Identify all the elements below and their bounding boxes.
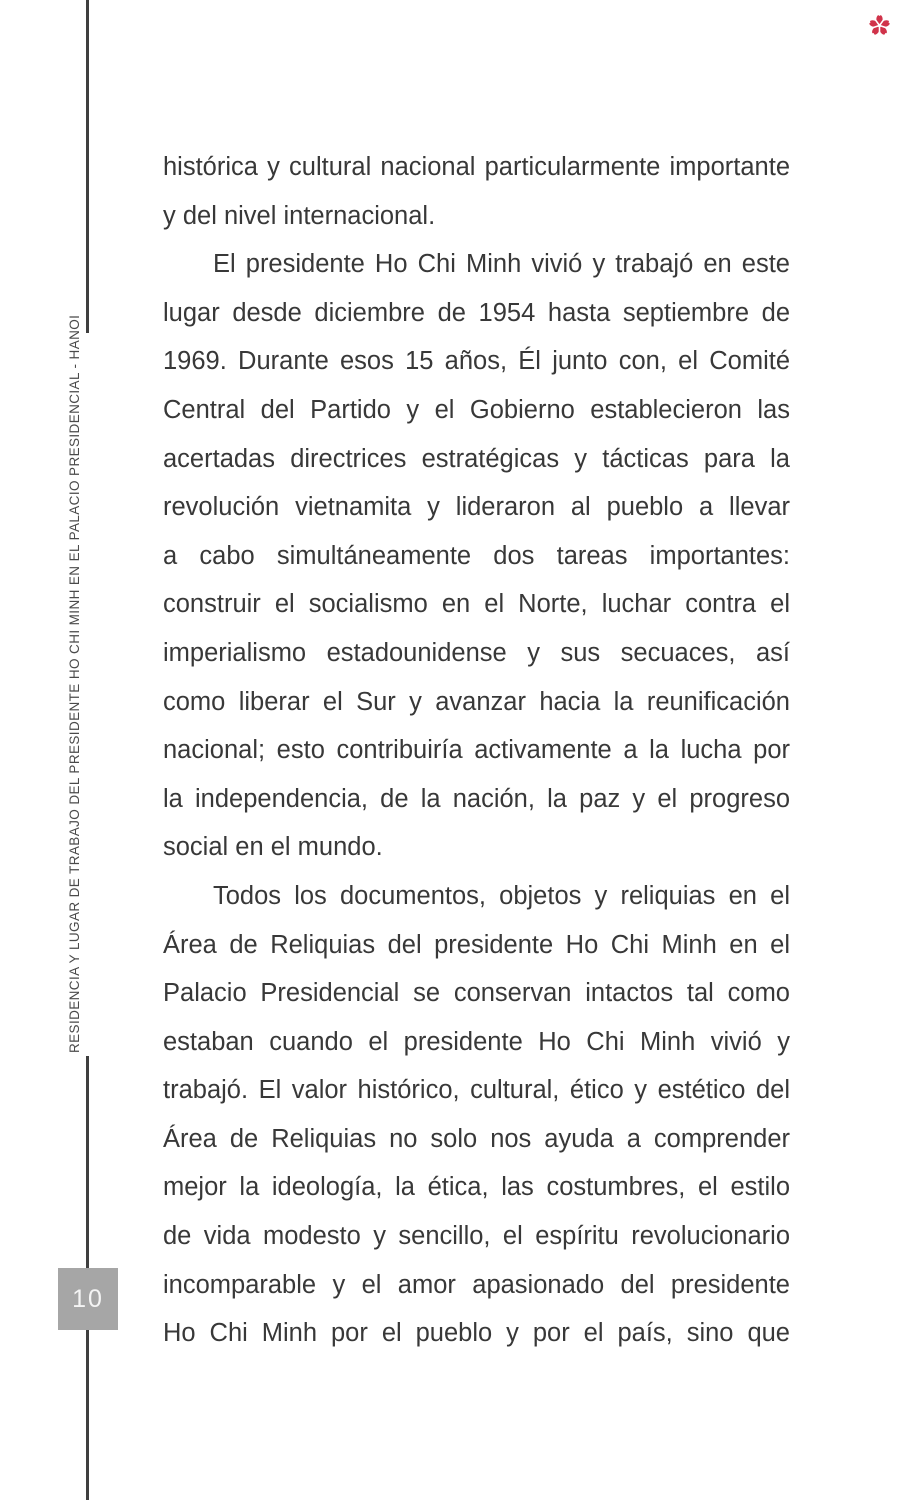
text-line: nacional; esto contribuiría activamente a la lucha por — [163, 736, 790, 765]
text-line: mejor la ideología, la ética, las costumbres, el estilo — [163, 1173, 790, 1202]
text-line: Todos los documentos, objetos y reliquias en el — [213, 881, 790, 910]
text-line: trabajó. El valor histórico, cultural, ético y estético del — [163, 1076, 790, 1105]
text-line: social en el mundo. — [163, 833, 383, 862]
sidebar-vertical-title — [61, 314, 89, 1053]
text-line: incomparable y el amor apasionado del presidente — [163, 1270, 790, 1299]
body-text — [163, 143, 790, 1358]
sidebar-title-text: RESIDENCIA Y LUGAR DE TRABAJO DEL PRESIDENTE HO CHI MINH EN EL PALACIO PRESIDENCIAL - HANOI — [67, 314, 82, 1053]
text-line: construir el socialismo en el Norte, luchar contra el — [163, 590, 790, 619]
text-line: de vida modesto y sencillo, el espíritu revolucionario — [163, 1222, 790, 1251]
text-line: como liberar el Sur y avanzar hacia la reunificación — [163, 687, 790, 716]
vertical-rule-top — [86, 0, 89, 333]
text-line: Central del Partido y el Gobierno establecieron las — [163, 395, 790, 424]
text-line: y del nivel internacional. — [163, 201, 436, 230]
text-line: a cabo simultáneamente dos tareas importantes: — [163, 541, 790, 570]
text-line: histórica y cultural nacional particularmente importante — [163, 153, 790, 181]
text-line: lugar desde diciembre de 1954 hasta septiembre de — [163, 298, 790, 327]
text-line: Ho Chi Minh por el pueblo y por el país, sino que — [163, 1319, 790, 1348]
text-line: acertadas directrices estratégicas y tácticas para la — [163, 444, 790, 473]
text-line: Palacio Presidencial se conservan intactos tal como — [163, 979, 790, 1008]
text-line: El presidente Ho Chi Minh vivió y trabajó en este — [213, 250, 790, 279]
text-line: revolución vietnamita y lideraron al pueblo a llevar — [163, 493, 790, 522]
text-line: Área de Reliquias no solo nos ayuda a comprender — [163, 1124, 790, 1153]
text-line: la independencia, de la nación, la paz y el progreso — [163, 784, 790, 813]
text-line: 1969. Durante esos 15 años, Él junto con, el Comité — [163, 347, 790, 376]
text-line: estaban cuando el presidente Ho Chi Minh vivió y — [163, 1027, 790, 1056]
text-line: Área de Reliquias del presidente Ho Chi Minh en el — [163, 930, 790, 959]
page-number: 10 — [72, 1284, 104, 1313]
page-number-box — [58, 1268, 118, 1330]
flower-icon — [866, 12, 893, 39]
text-line: imperialismo estadounidense y sus secuaces, así — [163, 638, 790, 667]
